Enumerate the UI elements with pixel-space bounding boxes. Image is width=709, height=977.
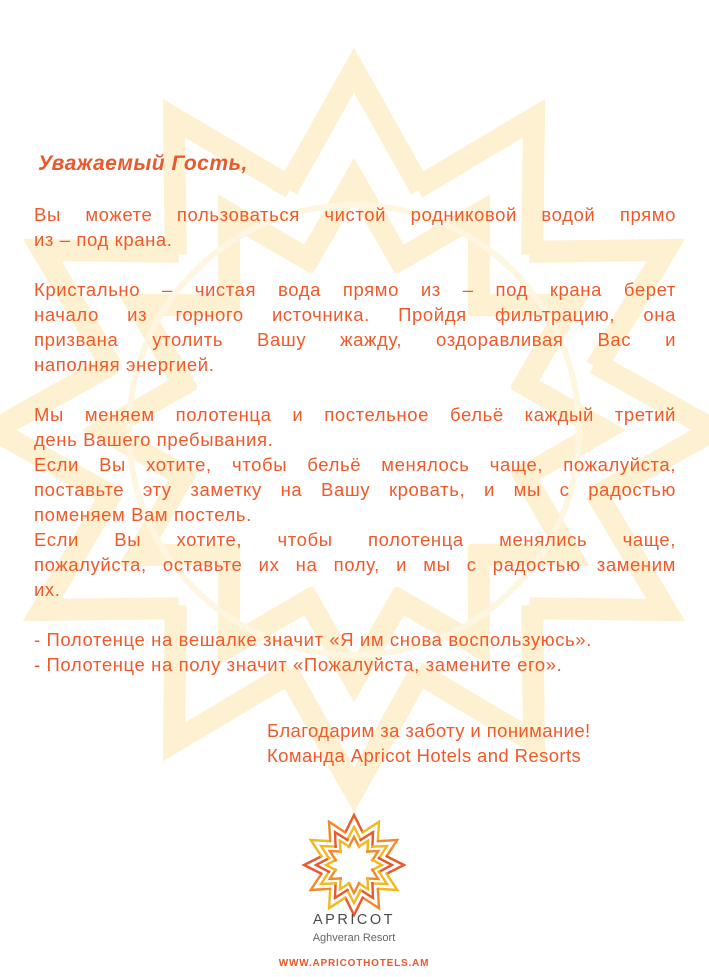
paragraph-towel-signals [34,627,676,677]
text-line: Если Вы хотите, чтобы бельё менялось чаще, пожалуйста, [34,454,676,475]
website-link[interactable]: WWW.APRICOTHOTELS.AM [278,958,430,969]
text-line: Мы меняем полотенца и постельное бельё каждый третий [34,404,676,425]
brand-name: APRICOT [313,912,395,928]
text-line: поменяем Вам постель. [34,504,252,525]
text-line: - Полотенце на вешалке значит «Я им снова воспользуюсь». [34,629,592,650]
text-line: из – под крана. [34,229,173,250]
text-line: начало из горного источника. Пройдя фильтрацию, она [34,304,676,325]
signoff [267,718,591,768]
brand-subtitle: Aghveran Resort [312,932,396,944]
text-line: призвана утолить Вашу жажду, оздоравливая Вас и [34,329,676,350]
signoff-line: Благодарим за заботу и понимание! [267,720,591,741]
paragraph-linen-change [34,402,676,602]
text-line: наполняя энергией. [34,354,215,375]
paragraph-spring-water [34,277,676,377]
text-line: день Вашего пребывания. [34,429,274,450]
text-line: поставьте эту заметку на Вашу кровать, и мы с радостью [34,479,676,500]
apricot-star-ornament-icon [301,812,407,918]
paragraph-drinking-water [34,202,676,252]
salutation: Уважаемый Гость, [38,152,248,175]
text-line: Кристально – чистая вода прямо из – под крана берет [34,279,676,300]
text-line: пожалуйста, оставьте их на полу, и мы с радостью заменим [34,554,676,575]
text-line: их. [34,579,61,600]
text-line: - Полотенце на полу значит «Пожалуйста, замените его». [34,654,563,675]
signoff-team: Команда Apricot Hotels and Resorts [267,745,582,766]
text-line: Вы можете пользоваться чистой родниковой водой прямо [34,204,676,225]
text-line: Если Вы хотите, чтобы полотенца менялись чаще, [34,529,676,550]
